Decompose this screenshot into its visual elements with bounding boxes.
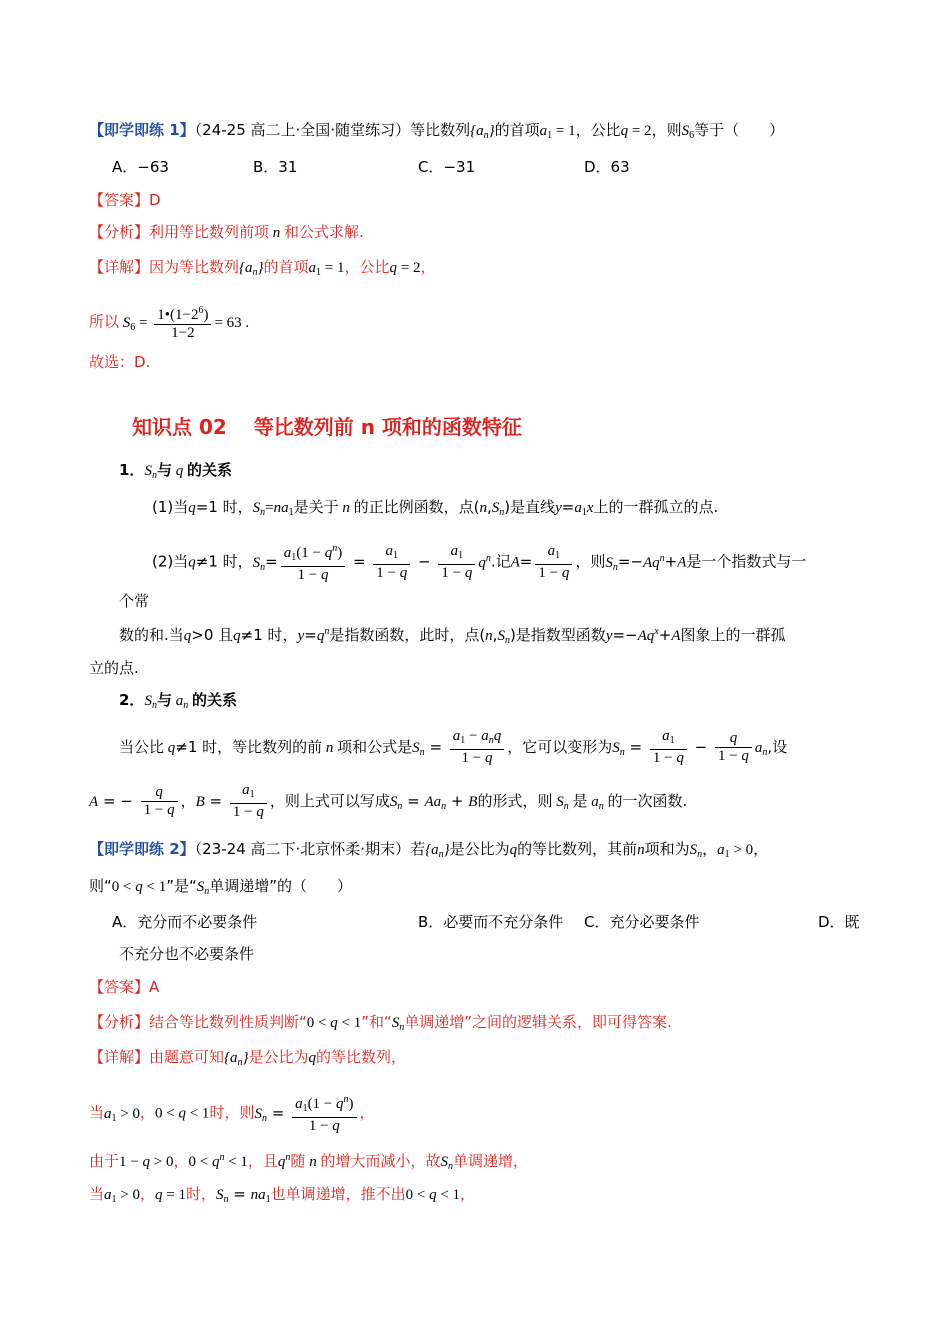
option-b[interactable]: B．必要而不充分条件	[418, 913, 564, 931]
exercise-1-analysis: 【分析】利用等比数列前项 n 和公式求解.	[89, 223, 364, 241]
option-d[interactable]: D．63	[584, 158, 630, 176]
kp2-paragraph-1: 当公比 q≠1 时，等比数列的前 n 项和公式是$S_n$ = $\frac{a_1 - a_nq}{1 - q}$ ，它可以变形为$S_n$ = $\frac{a_1}{1 - q}$ − $\frac{q}{1 - q}$ $a_n$,设	[119, 728, 788, 766]
option-a[interactable]: A．−63	[112, 158, 169, 176]
section-title: 知识点 02 等比数列前 n 项和的函数特征	[132, 415, 522, 439]
exercise-2-stem: 【即学即练 2】（23-24 高二下·北京怀柔·期末）若$\{a_n\}$是公比为q的等比数列，其前n项和为$S_n$，$a_1 > 0$，	[89, 840, 769, 860]
exercise-2-answer: 【答案】A	[89, 978, 160, 996]
kp1-paragraph-3: 个常	[119, 592, 150, 610]
kp1-paragraph-2: (2)当q≠1 时，$S_n=$ $\frac{a_1(1 - q^n)}{1 - q}$ = $\frac{a_1}{1 - q}$ − $\frac{a_1}{1 - q}$ $q^n$.记A= $\frac{a_1}{1 - q}$ ，则$S_n=-Aq^n+A$是一个指数式与一	[152, 540, 806, 586]
kp1-paragraph-1: (1)当q=1 时，$S_n=na_1$是关于 n 的正比例函数，点$(n,S_n)$是直线$y=a_1x$上的一群孤立的点.	[152, 498, 719, 518]
exercise-2-analysis: 【分析】结合等比数列性质判断“0 < q < 1”和“$S_n$单调递增”之间的逻辑关系，即可得答案.	[89, 1013, 672, 1033]
exercise-1-answer: 【答案】D	[89, 191, 161, 209]
exercise-2-stem-cont: 则“0 < q < 1”是“$S_n$单调递增”的（ ）	[89, 877, 353, 897]
option-d[interactable]: D．既	[818, 913, 860, 931]
exercise-2-line-3: 当$a_1 > 0$，q = 1时，$S_n = na_1$也单调递增，推不出0 < q < 1，	[89, 1185, 476, 1205]
kp1-title: 1．$S_n$与 q 的关系	[119, 461, 232, 481]
kp2-title: 2．$S_n$与 $a_n$ 的关系	[119, 691, 237, 711]
option-c[interactable]: C．充分必要条件	[584, 913, 700, 931]
exercise-1-computation: 所以 $S_6$ = $\frac{1•(1-2^6)}{1-2}$ = 63 .	[89, 302, 249, 345]
option-d-continued: 不充分也不必要条件	[119, 945, 255, 963]
exercise-2-detail: 【详解】由题意可知$\{a_n\}$是公比为q的等比数列，	[89, 1048, 407, 1068]
kp2-paragraph-2: A = − $\frac{q}{1 - q}$ ，B = $\frac{a_1}{1 - q}$ ，则上式可以写成$S_n = Aa_n + B$的形式，则 $S_n$ 是 $a_n$ 的一次函数.	[89, 782, 688, 820]
exercise-tag: 【即学即练 1】	[89, 121, 195, 139]
option-b[interactable]: B．31	[253, 158, 298, 176]
exercise-2-line-1: 当$a_1 > 0$，0 < q < 1时，则$S_n$ = $\frac{a_1(1 - q^n)}{1 - q}$ ，	[89, 1091, 375, 1137]
kp1-paragraph-5: 立的点.	[89, 659, 139, 677]
exercise-1-choice: 故选：D.	[89, 353, 151, 371]
option-c[interactable]: C．−31	[418, 158, 476, 176]
exercise-1-detail: 【详解】因为等比数列$\{a_n\}$的首项$a_1 = 1$，公比q = 2，	[89, 258, 436, 278]
option-a[interactable]: A．充分而不必要条件	[112, 913, 258, 931]
exercise-2-line-2: 由于1 − q > 0，$0 < q^n < 1$，且$q^n$随 n 的增大而减小，故$S_n$单调递增，	[89, 1152, 528, 1172]
kp1-paragraph-4: 数的和.当q>0 且q≠1 时，$y=q^n$是指数函数，此时，点$(n,S_n)$是指数型函数$y=-Aq^x+A$图象上的一群孤	[119, 626, 786, 646]
exercise-1-stem: 【即学即练 1】（24-25 高二上·全国·随堂练习）等比数列$\{a_n\}$的首项$a_1 = 1$，公比q = 2，则$S_6$等于（ ）	[89, 121, 785, 141]
exercise-tag: 【即学即练 2】	[89, 840, 195, 858]
